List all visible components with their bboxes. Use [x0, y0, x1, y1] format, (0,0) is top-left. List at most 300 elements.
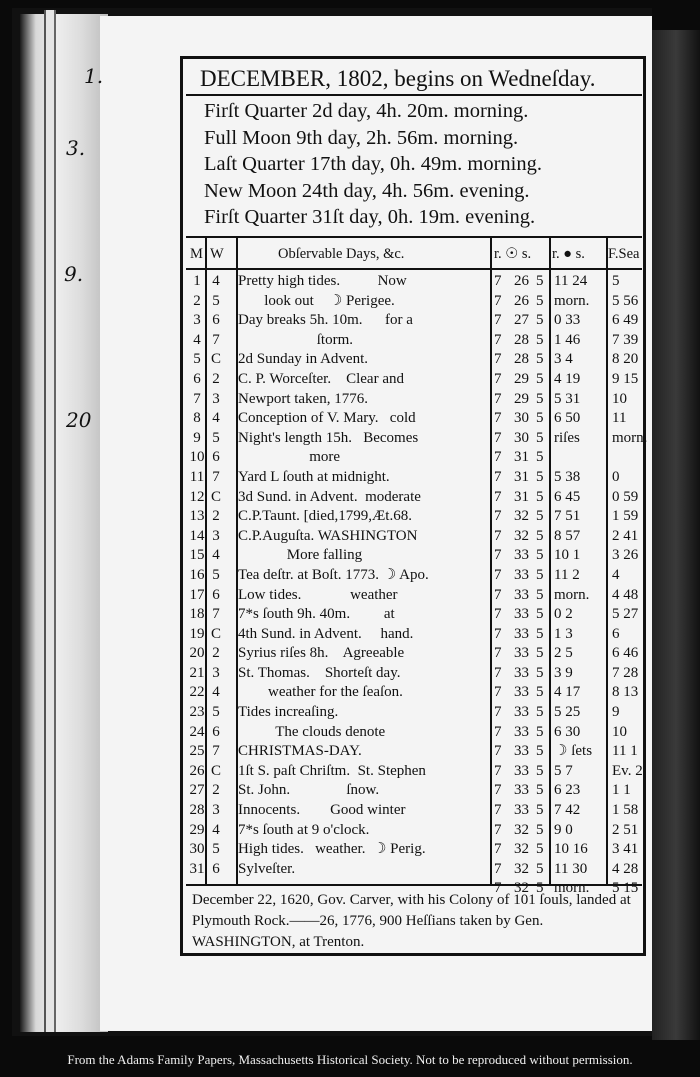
observable-day-note: High tides. weather. ☽ Perig. — [238, 841, 426, 858]
sunset-hour: 5 — [536, 508, 544, 525]
observable-day-note: The clouds denote — [238, 723, 386, 740]
day-of-week: 5 — [212, 292, 220, 309]
day-of-week: 5 — [212, 566, 220, 583]
full-sea-time: 9 — [612, 704, 620, 721]
sunrise-hour: 7 — [494, 508, 502, 525]
full-sea-time: 5 15 — [612, 880, 639, 897]
table-row — [186, 292, 642, 312]
day-of-month: 24 — [189, 723, 205, 740]
day-of-month: 1 — [193, 273, 201, 289]
table-row — [186, 605, 642, 625]
sunset-hour: 5 — [536, 860, 544, 877]
sunrise-hour: 7 — [494, 802, 502, 819]
sunrise-minute: 32 — [514, 508, 529, 525]
sunset-hour: 5 — [536, 743, 544, 760]
day-of-month: 6 — [193, 370, 201, 387]
col-header-observable: Obſervable Days, &c. — [278, 246, 405, 262]
full-sea-time: 7 28 — [612, 664, 639, 681]
sunset-hour: 5 — [536, 704, 544, 721]
sunrise-minute: 31 — [514, 468, 529, 485]
full-sea-time: 5 56 — [612, 292, 639, 309]
day-of-week: 2 — [212, 782, 220, 799]
archive-caption: From the Adams Family Papers, Massachusetts Historical Society. Not to be reproduced without permission. — [67, 1052, 633, 1067]
sunset-hour: 5 — [536, 273, 544, 289]
day-of-week: 4 — [212, 547, 220, 564]
full-sea-time: 10 — [612, 390, 627, 407]
sunrise-minute: 27 — [514, 312, 529, 329]
table-row — [186, 625, 642, 645]
table-row — [186, 390, 642, 410]
full-sea-time: 2 41 — [612, 527, 639, 544]
moon-time: 6 30 — [554, 723, 581, 740]
day-of-week: 3 — [212, 390, 220, 407]
sunset-hour: 5 — [536, 566, 544, 583]
moon-time: 9 0 — [554, 821, 573, 838]
table-row — [186, 742, 642, 762]
sunrise-minute: 32 — [514, 880, 529, 897]
observable-day-note: C.P.Auguſta. WASHINGTON — [238, 527, 418, 544]
sunrise-minute: 26 — [514, 292, 529, 309]
full-sea-time: 9 15 — [612, 370, 639, 387]
day-of-week: 7 — [212, 331, 220, 348]
sunset-hour: 5 — [536, 390, 544, 407]
sunset-hour: 5 — [536, 821, 544, 838]
day-of-week: 6 — [212, 586, 220, 603]
table-row — [186, 527, 642, 547]
col-header-sun: r. ☉ s. — [494, 246, 532, 262]
day-of-month: 7 — [193, 390, 201, 407]
table-row — [186, 468, 642, 488]
sunrise-hour: 7 — [494, 743, 502, 760]
sunset-hour: 5 — [536, 468, 544, 485]
full-sea-time: morn. — [612, 429, 648, 446]
sunrise-minute: 32 — [514, 821, 529, 838]
day-of-week: 6 — [212, 723, 220, 740]
moon-time: 11 30 — [554, 860, 588, 877]
day-of-week: 2 — [212, 508, 220, 525]
moon-time: 5 7 — [554, 762, 573, 779]
day-of-month: 5 — [193, 351, 201, 368]
observable-day-note: 7*s ſouth 9h. 40m. at — [238, 606, 395, 623]
sunrise-hour: 7 — [494, 841, 502, 858]
table-row — [186, 821, 642, 841]
right-page-shadow — [652, 30, 700, 1040]
sunset-hour: 5 — [536, 410, 544, 427]
day-of-month: 2 — [193, 292, 201, 309]
sunrise-hour: 7 — [494, 410, 502, 427]
full-sea-time: 1 58 — [612, 802, 639, 819]
full-sea-time: Ev. 2 — [612, 762, 643, 779]
col-header-w: W — [210, 246, 224, 262]
table-row — [186, 507, 642, 527]
table-row — [186, 370, 642, 390]
sunrise-hour: 7 — [494, 566, 502, 583]
sunset-hour: 5 — [536, 351, 544, 368]
table-row — [186, 546, 642, 566]
moon-time: 7 51 — [554, 508, 581, 525]
moon-time: 4 19 — [554, 370, 581, 387]
moon-time: 5 31 — [554, 390, 581, 407]
sunrise-minute: 33 — [514, 566, 529, 583]
table-row — [186, 429, 648, 449]
page-stack-edge — [20, 14, 108, 1032]
day-of-week: C — [210, 351, 221, 368]
observable-day-note: ſtorm. — [238, 331, 353, 348]
full-sea-time: 5 27 — [612, 606, 639, 623]
day-of-week: 7 — [212, 743, 220, 760]
sunset-hour: 5 — [536, 782, 544, 799]
sunrise-hour: 7 — [494, 429, 502, 446]
sunrise-minute: 32 — [514, 841, 529, 858]
moon-time: morn. — [554, 586, 590, 603]
sunset-hour: 5 — [536, 527, 544, 544]
sunset-hour: 5 — [536, 723, 544, 740]
observable-day-note: more — [238, 449, 341, 466]
moon-time: morn. — [554, 292, 590, 309]
sunset-hour: 5 — [536, 802, 544, 819]
observable-day-note: Yard L ſouth at midnight. — [238, 468, 390, 485]
sunset-hour: 5 — [536, 292, 544, 309]
day-of-week: 3 — [212, 527, 220, 544]
observable-day-note: Innocents. Good winter — [238, 802, 406, 819]
sunrise-minute: 29 — [514, 370, 529, 387]
sunset-hour: 5 — [536, 370, 544, 387]
day-of-month: 25 — [189, 743, 205, 760]
moon-time: 2 5 — [554, 645, 573, 662]
observable-day-note: 2d Sunday in Advent. — [238, 351, 368, 368]
full-sea-time: 11 — [612, 410, 627, 427]
day-of-month: 10 — [189, 449, 205, 466]
sunset-hour: 5 — [536, 880, 544, 897]
observable-day-note: More falling — [238, 547, 363, 564]
day-of-week: C — [210, 762, 221, 779]
full-sea-time: 0 59 — [612, 488, 639, 505]
full-sea-time: 8 13 — [612, 684, 639, 701]
observable-day-note: look out ☽ Perigee. — [238, 292, 395, 309]
day-of-week: 7 — [212, 468, 220, 485]
full-sea-time: 4 48 — [612, 586, 639, 603]
day-of-month: 20 — [189, 645, 205, 662]
day-rows — [186, 272, 648, 899]
moon-time: ☽ ſets — [554, 743, 593, 760]
full-sea-time: 6 49 — [612, 312, 639, 329]
table-row — [186, 350, 642, 370]
table-row — [186, 840, 642, 860]
day-of-month: 19 — [189, 625, 205, 642]
sunrise-hour: 7 — [494, 273, 502, 289]
sunrise-hour: 7 — [494, 723, 502, 740]
table-row — [186, 801, 642, 821]
moon-time: 0 2 — [554, 606, 573, 623]
sunrise-minute: 33 — [514, 586, 529, 603]
day-of-week: 2 — [212, 370, 220, 387]
binding-edge — [44, 10, 56, 1032]
margin-note: 3. — [66, 136, 86, 160]
day-of-week: 6 — [212, 860, 220, 877]
observable-day-note: Low tides. weather — [238, 586, 398, 603]
day-of-month: 13 — [189, 508, 205, 525]
sunrise-hour: 7 — [494, 292, 502, 309]
table-row — [186, 409, 642, 429]
day-of-month: 11 — [189, 468, 205, 485]
full-sea-time: 3 26 — [612, 547, 639, 564]
table-header — [186, 236, 642, 270]
sunrise-hour: 7 — [494, 704, 502, 721]
moon-time: 4 17 — [554, 684, 581, 701]
table-row — [186, 723, 642, 743]
day-of-month: 8 — [193, 410, 201, 427]
phase-line: Full Moon 9th day, 2h. 56m. morning. — [204, 126, 519, 149]
sunrise-hour: 7 — [494, 390, 502, 407]
table-row — [186, 331, 642, 351]
col-header-moon: r. ● s. — [552, 246, 585, 262]
observable-day-note: C.P.Taunt. [died,1799,Æt.68. — [238, 508, 412, 525]
day-of-week: 5 — [212, 429, 220, 446]
sunrise-minute: 31 — [514, 488, 529, 505]
sunrise-minute: 28 — [514, 331, 529, 348]
sunset-hour: 5 — [536, 429, 544, 446]
full-sea-time: 4 28 — [612, 860, 639, 877]
full-sea-time: 11 1 — [612, 743, 638, 760]
day-of-week: C — [210, 488, 221, 505]
table-row — [186, 586, 642, 606]
sunrise-minute: 26 — [514, 273, 529, 289]
observable-day-note: 4th Sund. in Advent. hand. — [238, 625, 414, 642]
full-sea-time: 0 — [612, 468, 620, 485]
sunrise-hour: 7 — [494, 527, 502, 544]
observable-day-note: St. John. ſnow. — [238, 782, 380, 799]
observable-day-note: St. Thomas. Shorteſt day. — [238, 664, 401, 681]
moon-time: riſes — [554, 429, 580, 446]
month-title: DECEMBER, 1802, begins on Wedneſday. — [186, 62, 642, 96]
observable-day-note: 1ſt S. paſt Chriſtm. St. Stephen — [238, 762, 426, 779]
observable-day-note: Conception of V. Mary. cold — [238, 410, 416, 427]
day-of-week: 6 — [212, 449, 220, 466]
col-header-full-sea: F.Sea — [608, 246, 640, 262]
table-row — [186, 762, 642, 782]
sunrise-minute: 32 — [514, 527, 529, 544]
sunrise-minute: 33 — [514, 704, 529, 721]
table-row — [186, 683, 642, 703]
sunrise-minute: 33 — [514, 547, 529, 564]
sunrise-minute: 33 — [514, 645, 529, 662]
day-of-month: 28 — [189, 802, 205, 819]
day-of-month: 29 — [189, 821, 205, 838]
phase-line: Firſt Quarter 31ſt day, 0h. 19m. evening. — [204, 206, 536, 228]
sunrise-hour: 7 — [494, 821, 502, 838]
day-of-month: 15 — [189, 547, 205, 564]
sunrise-minute: 33 — [514, 782, 529, 799]
sunrise-minute: 29 — [514, 390, 529, 407]
day-of-month: 27 — [189, 782, 205, 799]
table-row — [186, 448, 642, 468]
day-of-month: 16 — [189, 566, 205, 583]
sunset-hour: 5 — [536, 547, 544, 564]
sunrise-hour: 7 — [494, 312, 502, 329]
observable-day-note: 7*s ſouth at 9 o'clock. — [238, 821, 370, 838]
moon-time: 10 16 — [554, 841, 588, 858]
moon-time: morn. — [554, 880, 590, 897]
sunrise-hour: 7 — [494, 782, 502, 799]
table-row — [186, 488, 642, 508]
day-of-month: 21 — [189, 664, 205, 681]
day-of-month: 31 — [189, 860, 205, 877]
sunrise-hour: 7 — [494, 606, 502, 623]
sunset-hour: 5 — [536, 331, 544, 348]
observable-day-note: weather for the ſeaſon. — [238, 684, 403, 701]
table-row — [186, 703, 642, 723]
day-of-month: 4 — [193, 331, 201, 348]
day-of-week: 2 — [212, 645, 220, 662]
full-sea-time: 7 39 — [612, 331, 639, 348]
sunrise-hour: 7 — [494, 449, 502, 466]
table-row — [186, 311, 642, 331]
day-of-month: 23 — [189, 704, 205, 721]
full-sea-time: 6 — [612, 625, 620, 642]
day-of-month: 30 — [189, 841, 205, 858]
day-of-week: 5 — [212, 704, 220, 721]
sunrise-hour: 7 — [494, 664, 502, 681]
sunrise-minute: 30 — [514, 429, 529, 446]
sunrise-minute: 33 — [514, 684, 529, 701]
sunrise-hour: 7 — [494, 860, 502, 877]
table-row — [186, 860, 642, 880]
moon-time: 8 57 — [554, 527, 581, 544]
sunrise-minute: 28 — [514, 351, 529, 368]
full-sea-time: 8 20 — [612, 351, 639, 368]
sunrise-hour: 7 — [494, 625, 502, 642]
sunset-hour: 5 — [536, 664, 544, 681]
day-of-month: 9 — [193, 429, 201, 446]
observable-day-note: Tides increaſing. — [238, 704, 339, 721]
day-of-week: 5 — [212, 841, 220, 858]
moon-time: 11 2 — [554, 566, 580, 583]
day-of-week: 6 — [212, 312, 220, 329]
full-sea-time: 4 — [612, 566, 620, 583]
sunrise-minute: 33 — [514, 802, 529, 819]
observable-day-note: Night's length 15h. Becomes — [238, 429, 419, 446]
sunset-hour: 5 — [536, 645, 544, 662]
moon-time: 3 9 — [554, 664, 573, 681]
sunrise-hour: 7 — [494, 547, 502, 564]
observable-day-note: CHRISTMAS-DAY. — [238, 743, 362, 760]
phase-line: Laſt Quarter 17th day, 0h. 49m. morning. — [204, 153, 542, 175]
sunrise-hour: 7 — [494, 468, 502, 485]
full-sea-time: 1 59 — [612, 508, 639, 525]
day-of-week: 7 — [212, 606, 220, 623]
day-of-month: 22 — [189, 684, 205, 701]
day-of-month: 14 — [189, 527, 205, 544]
sunset-hour: 5 — [536, 606, 544, 623]
sunrise-minute: 33 — [514, 743, 529, 760]
sunrise-minute: 32 — [514, 860, 529, 877]
sunrise-hour: 7 — [494, 762, 502, 779]
full-sea-time: 10 — [612, 723, 627, 740]
phase-line: Firſt Quarter 2d day, 4h. 20m. morning. — [204, 100, 529, 122]
observable-day-note: Syrius riſes 8h. Agreeable — [238, 645, 405, 662]
moon-time: 5 38 — [554, 468, 581, 485]
sunset-hour: 5 — [536, 841, 544, 858]
day-of-month: 12 — [189, 488, 205, 505]
day-of-week: 4 — [212, 684, 220, 701]
day-of-month: 18 — [189, 606, 205, 623]
observable-day-note: Pretty high tides. Now — [238, 273, 407, 289]
moon-time: 6 23 — [554, 782, 581, 799]
full-sea-time: 6 46 — [612, 645, 639, 662]
sunrise-minute: 33 — [514, 762, 529, 779]
moon-time: 1 46 — [554, 331, 581, 348]
day-of-week: 4 — [212, 410, 220, 427]
sunset-hour: 5 — [536, 625, 544, 642]
margin-note: 1. — [84, 64, 104, 88]
observable-day-note: 3d Sund. in Advent. moderate — [238, 488, 421, 505]
observable-day-note: Sylveſter. — [238, 860, 296, 877]
table-row — [186, 664, 642, 684]
observable-day-note: Newport taken, 1776. — [238, 390, 368, 407]
sunrise-hour: 7 — [494, 331, 502, 348]
table-row — [186, 644, 642, 664]
day-of-month: 17 — [189, 586, 205, 603]
sunrise-minute: 31 — [514, 449, 529, 466]
day-of-month: 3 — [193, 312, 201, 329]
col-header-m: M — [190, 246, 203, 262]
sunrise-minute: 33 — [514, 664, 529, 681]
sunrise-hour: 7 — [494, 351, 502, 368]
sunset-hour: 5 — [536, 312, 544, 329]
observable-day-note: C. P. Worceſter. Clear and — [238, 370, 404, 387]
moon-time: 11 24 — [554, 273, 588, 289]
sunrise-hour: 7 — [494, 488, 502, 505]
full-sea-time: 3 41 — [612, 841, 639, 858]
day-of-week: 4 — [212, 821, 220, 838]
sunrise-hour: 7 — [494, 586, 502, 603]
moon-time: 10 1 — [554, 547, 581, 564]
full-sea-time: 1 1 — [612, 782, 631, 799]
sunset-hour: 5 — [536, 586, 544, 603]
footnote: December 22, 1620, Gov. Carver, with his Colony of 101 ſouls, landed at Plymouth Rock.——26, 1776, 900 Heſſians taken by Gen. WASHINGTON, at Trenton. — [186, 884, 642, 950]
moon-phases — [204, 98, 634, 231]
table-row — [186, 781, 642, 801]
moon-time: 5 25 — [554, 704, 581, 721]
day-of-month: 26 — [189, 762, 205, 779]
day-of-week: 4 — [212, 273, 220, 289]
observable-day-note: Day breaks 5h. 10m. for a — [238, 312, 413, 329]
day-of-week: 3 — [212, 664, 220, 681]
moon-time: 6 45 — [554, 488, 581, 505]
table-row — [186, 272, 642, 292]
sunset-hour: 5 — [536, 762, 544, 779]
phase-line: New Moon 24th day, 4h. 56m. evening. — [204, 179, 530, 202]
margin-note: 20 — [66, 408, 92, 432]
sunset-hour: 5 — [536, 488, 544, 505]
sunrise-hour: 7 — [494, 684, 502, 701]
moon-time: 0 33 — [554, 312, 581, 329]
sunrise-minute: 30 — [514, 410, 529, 427]
moon-time: 3 4 — [554, 351, 573, 368]
sunrise-hour: 7 — [494, 370, 502, 387]
moon-time: 6 50 — [554, 410, 581, 427]
sunrise-hour: 7 — [494, 645, 502, 662]
full-sea-time: 2 51 — [612, 821, 639, 838]
sunset-hour: 5 — [536, 449, 544, 466]
margin-note: 9. — [64, 262, 84, 286]
moon-time: 1 3 — [554, 625, 573, 642]
sunrise-minute: 33 — [514, 606, 529, 623]
day-of-week: C — [210, 625, 221, 642]
sunrise-minute: 33 — [514, 723, 529, 740]
moon-time: 7 42 — [554, 802, 581, 819]
table-row — [186, 566, 642, 586]
